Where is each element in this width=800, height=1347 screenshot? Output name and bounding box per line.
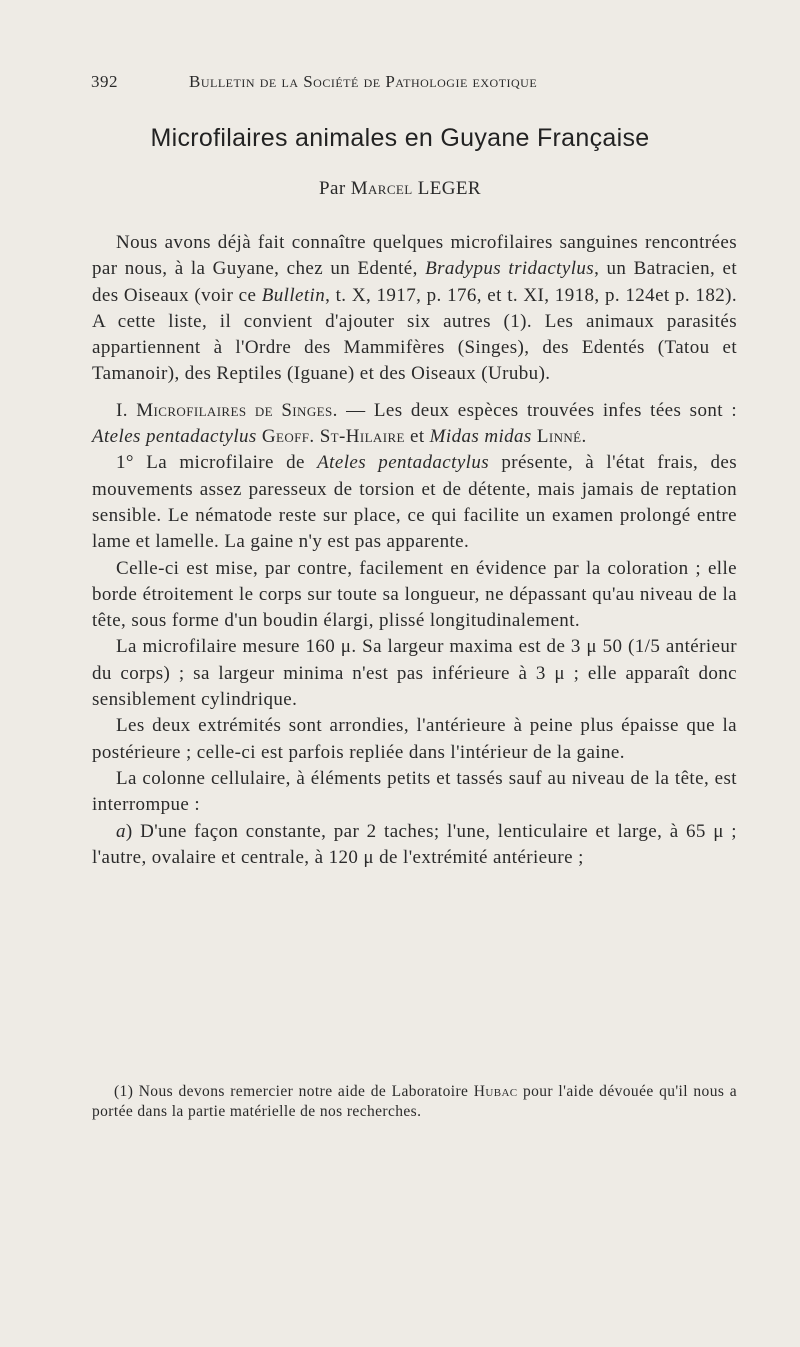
footnote xyxy=(92,1082,737,1122)
article-title: Microfilaires animales en Guyane Française xyxy=(150,124,650,152)
paragraph-coloration: Celle-ci est mise, par contre, facilement en évidence par la coloration ; elle borde étroitement le corps sur toute sa longueur, ne dépassant qu'au niveau de la tête, sous forme d'un boudin élargi, plissé longitudinalement. xyxy=(92,557,737,632)
byline xyxy=(0,178,800,200)
byline-prefix: Par xyxy=(319,178,346,199)
text-run: 1° La microfilaire de xyxy=(116,452,318,474)
paragraph-measurements: La microfilaire mesure 160 μ. Sa largeur maxima est de 3 μ 50 (1/5 antérieur du corps) ; sa largeur minima n'est pas inférieure à 3 μ ; elle apparaît donc sensiblement cylindrique. xyxy=(92,636,737,711)
page-number: 392 xyxy=(91,72,118,91)
author-abbrev: Geoff. xyxy=(261,426,315,448)
article-body xyxy=(92,230,737,871)
paragraph-cellular-column: La colonne cellulaire, à éléments petits et tassés sauf au niveau de la tête, est interrompue : xyxy=(92,767,737,816)
footnote-text xyxy=(92,1082,737,1122)
text-run: (1) Nous devons remercier notre aide de Laboratoire xyxy=(114,1083,474,1100)
journal-name: Bulletin xyxy=(261,284,326,306)
text-run: Nous avons déjà fait connaître quelques microfilaires sanguines rencontrées par nous, à la Guyane, chez un Edenté, xyxy=(92,232,737,280)
text-run: pour l'aide dévouée qu'il nous a portée dans la partie matérielle de nos recherches. xyxy=(92,1083,738,1120)
text-run: — Les deux espèces trouvées infes tées sont : xyxy=(337,399,737,421)
author-abbrev: Linné. xyxy=(536,426,587,448)
section-heading: Microfilaires de Singes. xyxy=(136,399,338,421)
author-last-name: LEGER xyxy=(417,178,481,199)
text-run: , t. X, 1917, p. 176, et t. XI, 1918, p. 124et p. 182). A cette liste, il convient d'ajouter six autres (1). Les animaux parasités appartiennent à l'Ordre des Mammifères (Singes), des Edentés (Tatou et Tamanoir), des Reptiles (Iguane) et des Oiseaux (Urubu). xyxy=(92,284,737,385)
species-name: Ateles pentadactylus xyxy=(92,426,257,448)
text-run: et xyxy=(404,426,430,448)
author-first-name: Marcel xyxy=(350,178,413,199)
running-header xyxy=(91,72,651,92)
paragraph-item-a xyxy=(92,819,737,872)
paragraph-description xyxy=(92,450,737,555)
species-name: Ateles pentadactylus xyxy=(317,452,490,474)
species-name: Bradypus tridactylus xyxy=(425,258,595,280)
section-numeral: I. xyxy=(116,399,128,421)
species-name: Midas midas xyxy=(429,426,532,448)
running-title: Bulletin de la Société de Pathologie exotique xyxy=(189,72,538,91)
paragraph-intro xyxy=(92,230,737,388)
person-name: Hubac xyxy=(473,1083,518,1100)
text-run: présente, à l'état frais, des mouvements assez paresseux de torsion et de détente, mais jamais de reptation sensible. Le nématode reste sur place, ce qui facilite un examen prolongé entre lame et lamelle. La gaine n'y est pas apparente. xyxy=(92,452,737,553)
author-abbrev: St-Hilaire xyxy=(319,426,405,448)
text-run: , un Batracien, et des Oiseaux (voir ce xyxy=(92,258,738,306)
section-heading-paragraph xyxy=(92,398,737,451)
text-run: ) D'une façon constante, par 2 taches; l'une, lenticulaire et large, à 65 μ ; l'autre, ovalaire et centrale, à 120 μ de l'extrémité antérieure ; xyxy=(92,820,737,868)
paragraph-extremities: Les deux extrémités sont arrondies, l'antérieure à peine plus épaisse que la postérieure ; celle-ci est parfois repliée dans l'intérieur de la gaine. xyxy=(92,715,737,763)
item-label: a xyxy=(116,820,126,842)
